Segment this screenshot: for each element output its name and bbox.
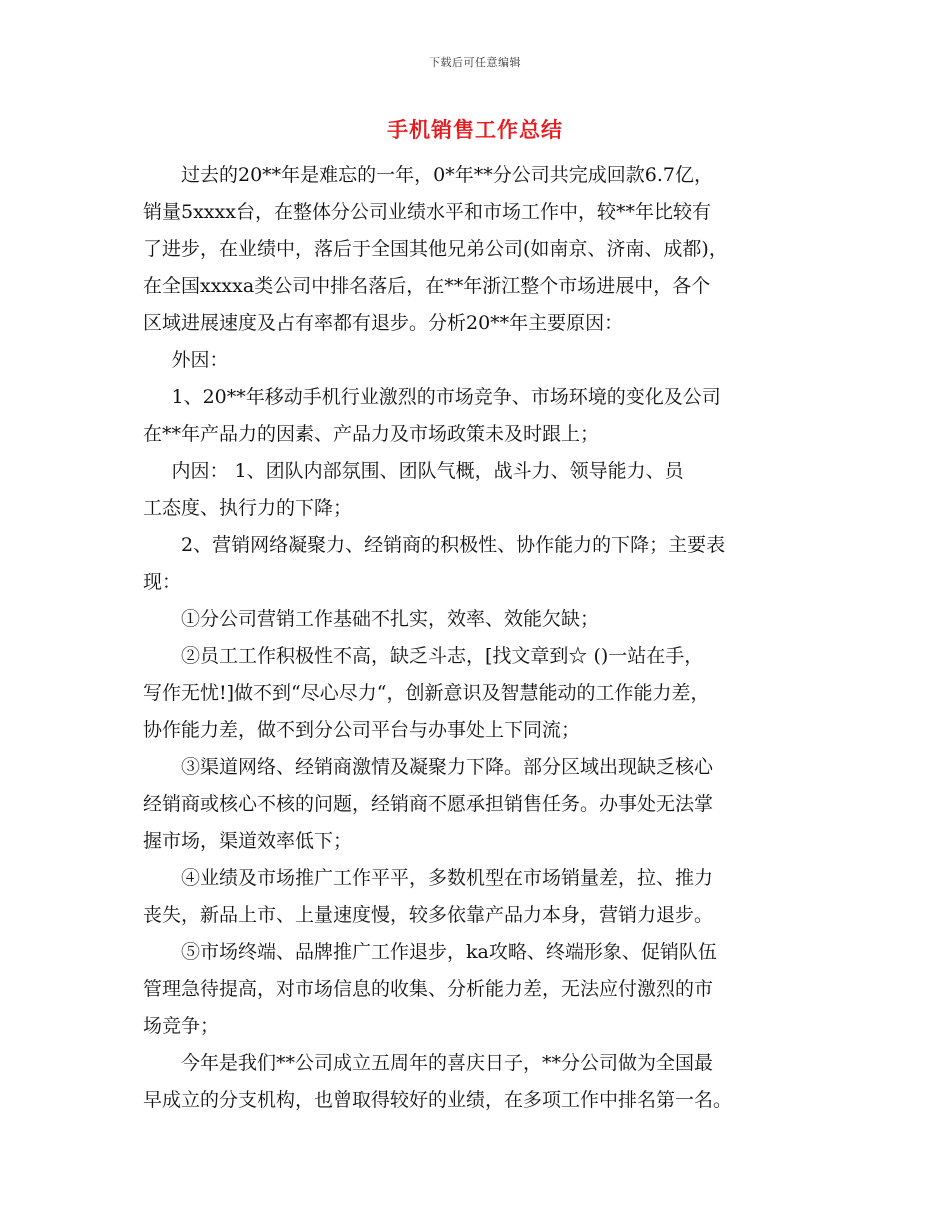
- body-text-line: 内因： 1、团队内部氛围、团队气概，战斗力、领导能力、员: [171, 460, 684, 482]
- body-text-line: 现：: [143, 571, 182, 593]
- body-text-line: 今年是我们**公司成立五周年的喜庆日子，**分公司做为全国最: [181, 1052, 714, 1074]
- body-text-line: 握市场，渠道效率低下；: [143, 830, 353, 852]
- body-text-line: ②员工工作积极性不高，缺乏斗志，[找文章到☆ ()一站在手，: [181, 645, 704, 667]
- body-text-line: ⑤市场终端、品牌推广工作退步，ka攻略、终端形象、促销队伍: [181, 941, 717, 963]
- body-text-line: ③渠道网络、经销商激情及凝聚力下降。部分区域出现缺乏核心: [181, 756, 714, 778]
- document-body: [143, 157, 808, 1119]
- body-text-line: 经销商或核心不核的问题，经销商不愿承担销售任务。办事处无法掌: [143, 793, 714, 815]
- body-text-line: 过去的20**年是难忘的一年，0*年**分公司共完成回款6.7亿，: [181, 164, 713, 186]
- body-text-line: 丧失，新品上市、上量速度慢，较多依靠产品力本身，营销力退步。: [143, 904, 714, 926]
- body-text-line: 区域进展速度及占有率都有退步。分析20**年主要原因：: [143, 312, 624, 334]
- body-text-line: ④业绩及市场推广工作平平，多数机型在市场销量差，拉、推力: [181, 867, 714, 889]
- body-text-line: 销量5xxxx台，在整体分公司业绩水平和市场工作中，较**年比较有: [143, 201, 711, 223]
- body-text-line: 了进步，在业绩中，落后于全国其他兄弟公司(如南京、济南、成都)，: [143, 238, 728, 260]
- body-text-line: 在**年产品力的因素、产品力及市场政策未及时跟上；: [143, 423, 600, 445]
- body-text-line: 场竞争；: [143, 1015, 220, 1037]
- body-text-line: ①分公司营销工作基础不扎实，效率、效能欠缺；: [181, 608, 600, 630]
- body-text-line: 协作能力差，做不到分公司平台与办事处上下同流；: [143, 719, 581, 741]
- body-text-line: 1、20**年移动手机行业激烈的市场竞争、市场环境的变化及公司: [171, 386, 721, 408]
- body-text-line: 早成立的分支机构，也曾取得较好的业绩，在多项工作中排名第一名。: [143, 1089, 733, 1111]
- page-header-note: 下载后可任意编辑: [429, 56, 521, 69]
- body-text-line: 在全国xxxxa类公司中排名落后，在**年浙江整个市场进展中，各个: [143, 275, 711, 297]
- body-text-line: 写作无忧!]做不到“尽心尽力“，创新意识及智慧能动的工作能力差，: [143, 682, 710, 704]
- body-text-line: 工态度、执行力的下降；: [143, 497, 353, 519]
- document-title: 手机销售工作总结: [387, 117, 563, 142]
- body-text-line: 2、营销网络凝聚力、经销商的积极性、协作能力的下降；主要表: [181, 534, 726, 556]
- body-text-line: 管理急待提高，对市场信息的收集、分析能力差，无法应付激烈的市: [143, 978, 714, 1000]
- body-text-line: 外因：: [171, 349, 229, 371]
